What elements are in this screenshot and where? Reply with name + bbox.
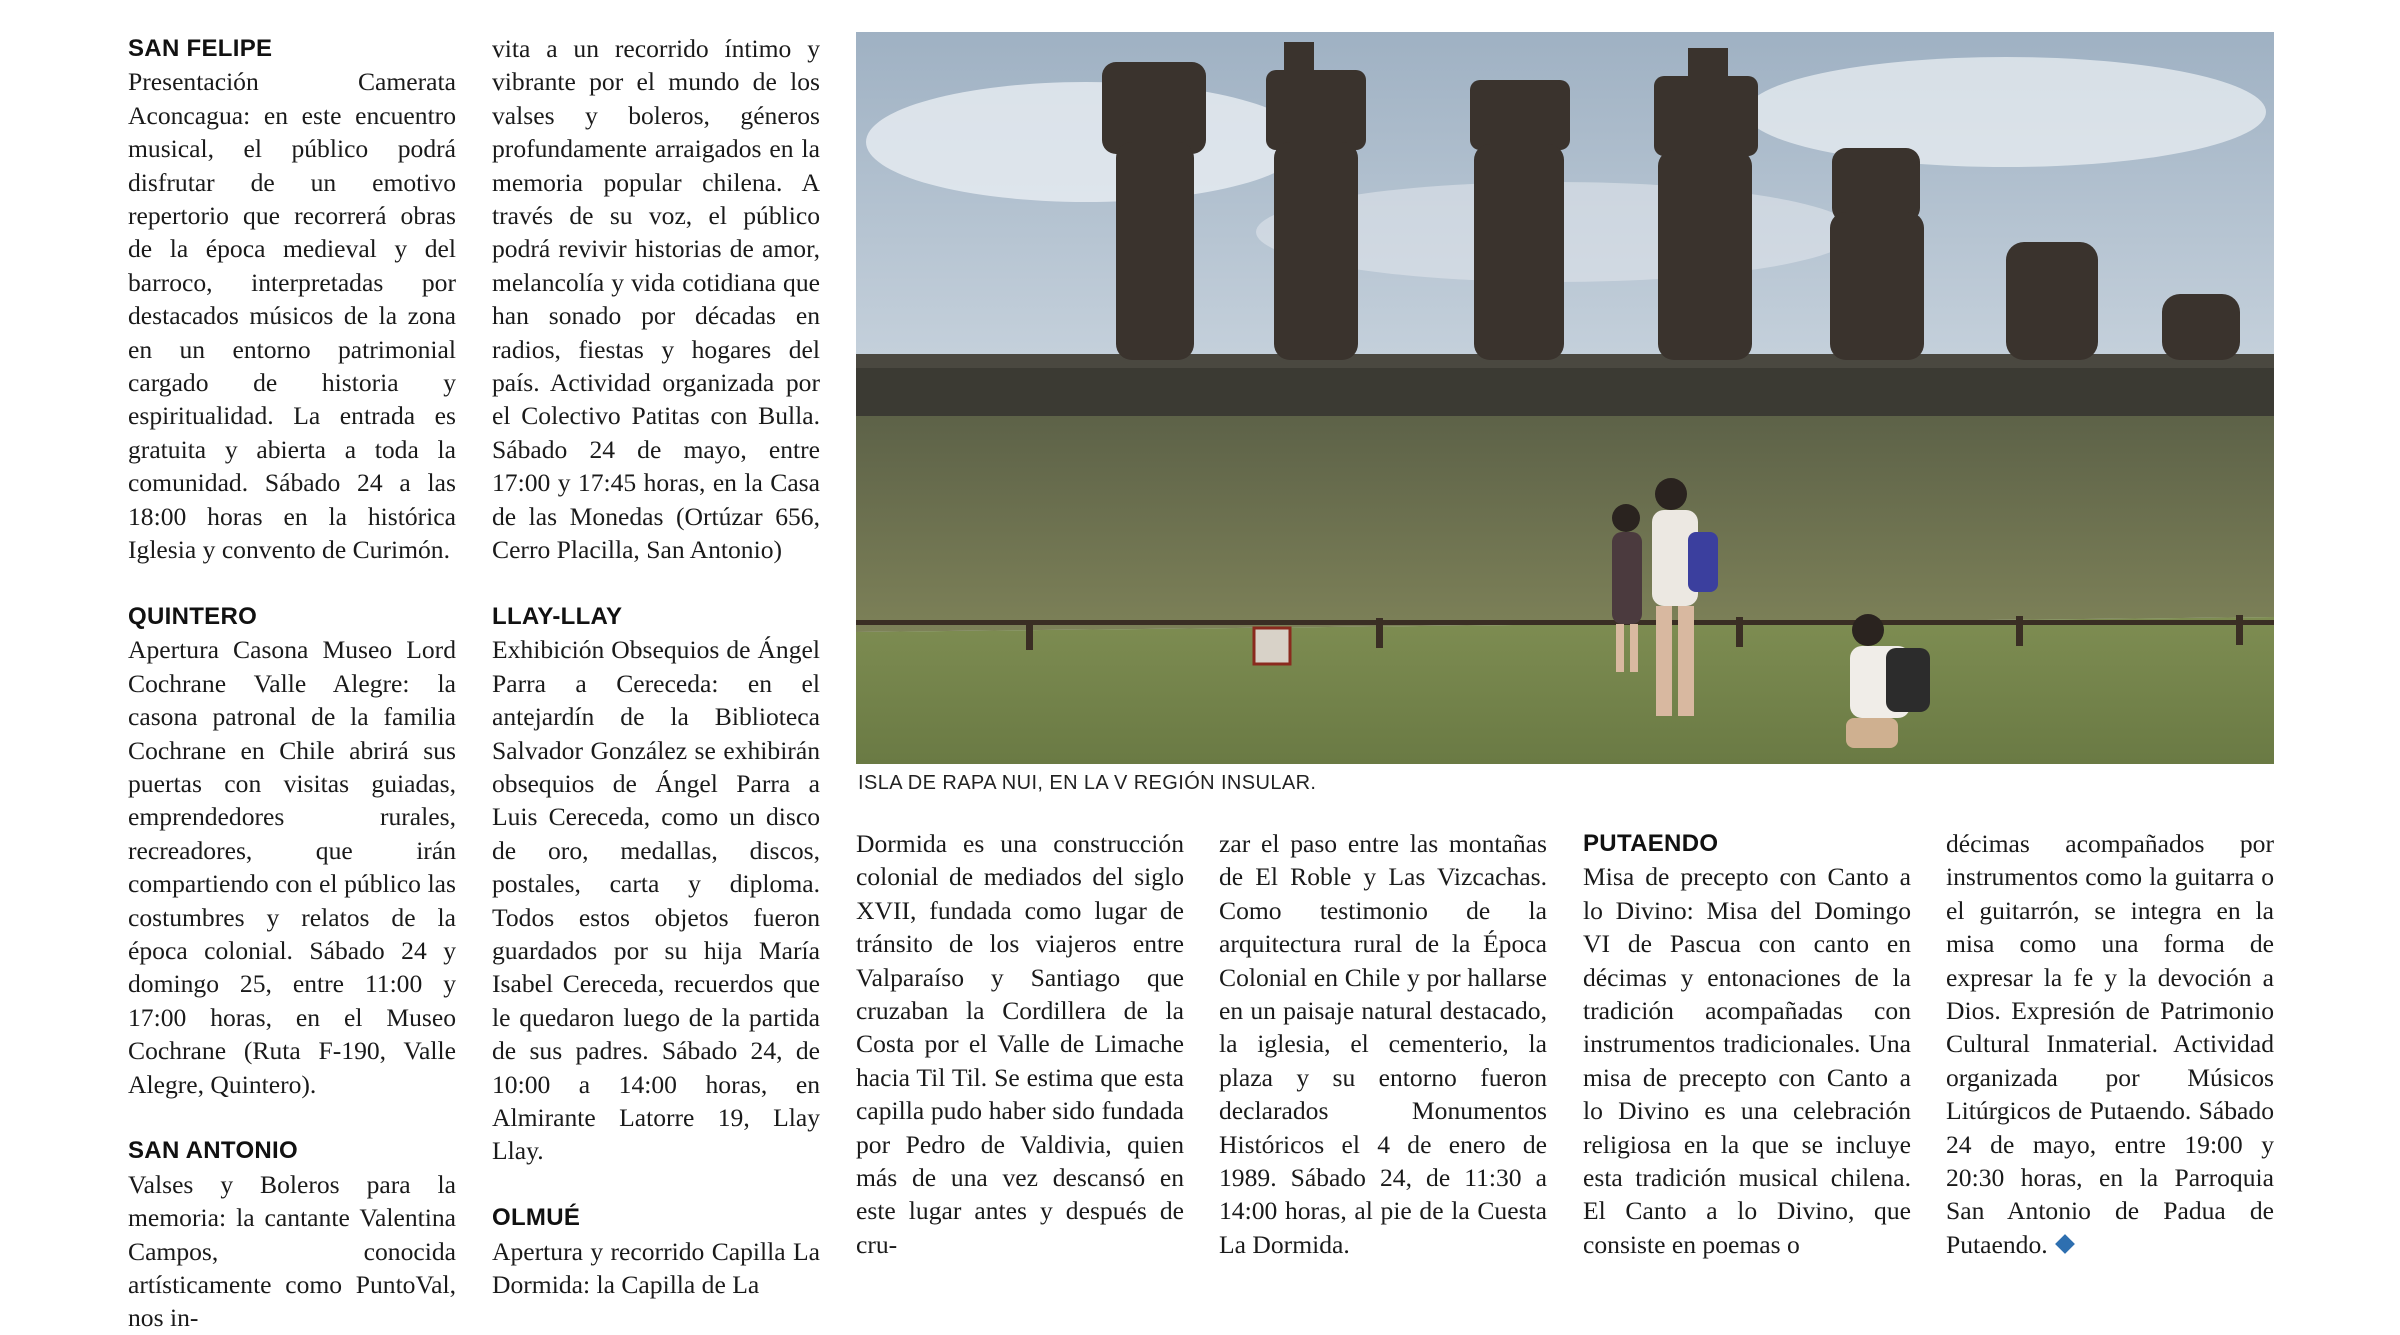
section-heading-quintero: QUINTERO — [128, 602, 258, 630]
section-heading-olmue: OLMUÉ — [492, 1204, 581, 1232]
moai-illustration — [856, 32, 2274, 764]
photo-caption: ISLA DE RAPA NUI, EN LA V REGIÓN INSULAR. — [858, 772, 1317, 794]
article-column-3 — [856, 827, 1184, 1261]
section-heading-llay-llay: LLAY-LLAY — [492, 602, 623, 630]
section-body-quintero: Apertura Casona Museo Lord Cochrane Valle Alegre: la casona patronal de la familia Cochrane en Chile abrirá sus puertas con visitas guiadas, emprendedores rurales, recreadores, que irán compartiendo con el público las costumbres y relatos de la época colonial. Sábado 24 y domingo 25, entre 11:00 y 17:00 horas, en el Museo Cochrane (Ruta F-190, Valle Alegre, Quintero). — [128, 635, 456, 1099]
section-heading-san-felipe: SAN FELIPE — [128, 35, 273, 62]
section-heading-putaendo: PUTAENDO — [1583, 830, 1719, 857]
section-heading-san-antonio: SAN ANTONIO — [128, 1137, 298, 1165]
article-column-1 — [128, 32, 456, 1335]
section-body-putaendo: Misa de precepto con Canto a lo Divino: Misa del Domingo VI de Pascua con canto en décimas y entonaciones de la tradición acompañadas con instrumentos tradicionales. Una misa de precepto con Canto a lo Divino es una celebración religiosa en la que se incluye esta tradición musical chilena. El Canto a lo Divino, que consiste en poemas o — [1583, 862, 1911, 1259]
section-body-san-antonio-cont: vita a un recorrido íntimo y vibrante por el mundo de los valses y boleros, géneros profundamente arraigados en la memoria popular chilena. A través de su voz, el público podrá revivir historias de amor, melancolía y vida cotidiana que han sonado por décadas en radios, fiestas y hogares del país. Actividad organizada por el Colectivo Patitas con Bulla. Sábado 24 de mayo, entre 17:00 y 17:45 horas, en la Casa de las Monedas (Ortúzar 656, Cerro Placilla, San Antonio) — [492, 34, 820, 565]
moai-photo — [856, 32, 2274, 764]
article-column-6 — [1946, 827, 2274, 1261]
section-body-putaendo-end: décimas acompañados por instrumentos como la guitarra o el guitarrón, se integra en la misa como una forma de expresar la fe y la devoción a Dios. Expresión de Patrimonio Cultural Inmaterial. Actividad organizada por Músicos Litúrgicos de Putaendo. Sábado 24 de mayo, entre 19:00 y 20:30 horas, en la Parroquia San Antonio de Padua de Putaendo. — [1946, 829, 2274, 1259]
end-of-article-icon — [2055, 1234, 2075, 1254]
section-body-olmue-cont: Dormida es una construcción colonial de mediados del siglo XVII, fundada como lugar de tránsito de los viajeros entre Valparaíso y Santiago que cruzaban la Cordillera de la Costa por el Valle de Limache hacia Til Til. Se estima que esta capilla pudo haber sido fundada por Pedro de Valdivia, quien más de una vez descansó en este lugar antes y después de cru- — [856, 829, 1184, 1259]
section-body-san-antonio: Valses y Boleros para la memoria: la cantante Valentina Campos, conocida artísticamente como PuntoVal, nos in- — [128, 1169, 456, 1333]
article-column-4 — [1219, 827, 1547, 1261]
section-body-san-felipe: Presentación Camerata Aconcagua: en este encuentro musical, el público podrá disfrutar de un emotivo repertorio que recorrerá obras de la época medieval y del barroco, interpretadas por destacados músicos de la zona en un entorno patrimonial cargado de historia y espiritualidad. La entrada es gratuita y abierta a toda la comunidad. Sábado 24 a las 18:00 horas en la histórica Iglesia y convento de Curimón. — [128, 67, 456, 565]
article-column-5 — [1583, 827, 1911, 1261]
section-body-olmue-end: zar el paso entre las montañas de El Roble y Las Vizcachas. Como testimonio de la arquitectura rural de la Época Colonial en Chile y por hallarse en un paisaje natural destacado, la iglesia, el cementerio, la plaza y su entorno fueron declarados Monumentos Históricos el 4 de enero de 1989. Sábado 24, de 11:30 a 14:00 horas, al pie de la Cuesta La Dormida. — [1219, 829, 1547, 1259]
article-column-2 — [492, 32, 820, 1301]
section-body-llay-llay: Exhibición Obsequios de Ángel Parra a Cereceda: en el antejardín de la Biblioteca Salvador González se exhibirán obsequios de Ángel Parra a Luis Cereceda, como un disco de oro, medallas, discos, postales, carta y diploma. Todos estos objetos fueron guardados por su hija María Isabel Cereceda, recuerdos que le quedaron luego de la partida de sus padres. Sábado 24, de 10:00 a 14:00 horas, en Almirante Latorre 19, Llay Llay. — [492, 635, 820, 1166]
section-body-olmue: Apertura y recorrido Capilla La Dormida: la Capilla de La — [492, 1236, 820, 1299]
section-body-putaendo-cont — [1946, 827, 2274, 1261]
